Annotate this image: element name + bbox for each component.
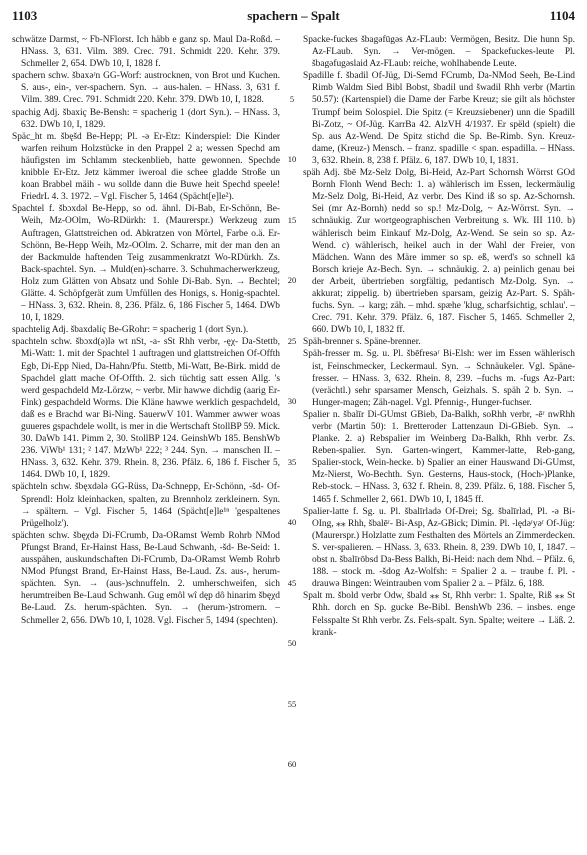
entry-paragraph: spachtelig Adj. šbaxdǝliç Be-GRohr: = spacherig 1 (dort Syn.). xyxy=(12,325,249,336)
right-column xyxy=(303,34,575,846)
line-number: 30 xyxy=(287,396,297,406)
line-number: 10 xyxy=(287,154,297,164)
entry-paragraph: spachteln schw. šbɔxd(ǝ)lǝ wt nSt, -a- sSt Rhh verbr, -ęχ- Da-Stettb, Mi-Watt: 1. mit der Spachtel 1 auftragen und glattstreichen Of-Offth Egb, Di-Epp Nied, Da-Hahn/Pfu. Stettb, Mi-Watt, Be-Birk. midd de Spachdel glatt mache Of-Offth. 2. sich tüchtig satt essen Allg. 's werd gespachdeld Mz-Lörzw, ~ verbr. Mir hawwe dichdig (aarig Er-Fink) gespachdeld Worms. Die Kläne hawwe werklich gespachdeld, daß es e Brachd war Bi-Ning. SauerwV 101. Wammer awwer woas guueres gspachdele wollt, is mer in die Wertschaft StollBP 59. Mick. 30. DaWb 141. Pimm 2, 30. StollBP 124. GeinshWb 185. BenshWb 236. ViWb¹ 131; ² 147. MzWb¹ 222; ³ 244. Syn. → manschen II. – HNass. 3, 632. Kehr. 379. Rhein. 8, 236. Pfälz. 6, 186 f. Fischer 5, 1464. DWb 10, I, 1829. xyxy=(12,337,280,481)
entry-paragraph: Spalier-latte f. Sg. u. Pl. šbalīrladǝ Of-Drei; Sg. šbalīrlad, Pl. -ǝ Bi-OIng, ⁎⁎ Rhh, šbalēʳ- Bi-Asp, Az-GBick; Dimin. Pl. -lędǝʳyǝʳ Of-Jüg: (Maurerspr.) Holzlatte zum Festhalten des Mörtels an Zimmerdecken. S. ver-spalieren. – HNass. 3, 633. Rhein. 8, 239. DWb 10, I, 1847. – obst n. šbalīrōbsd Da-Bess Balkh, Bi-Heid: nach dem Nhd. – Pfälz. 6, 188. – stock m. -šdog Az-Wolfsh: = Spalier 2 a. – traube f. Pl. -drauwǝ Bingen: Weintrauben vom Spalier 2 a. – Pfälz. 6, 188. xyxy=(303,506,575,590)
entry-paragraph: späh Adj. šbē Mz-Selz Dolg, Bi-Heid, Az-Part Schornsh Wörrst GOd Bornh Flonh Wend Bech: 1. a) wählerisch im Essen, leckermäulig Mz-Selz Dolg, Bi-Heid, Az verbr. Des Kind iß so sp. Az-Schornsh. Sei (mr Az-Bornh) nedd so sp.! Mz-Dolg, ~ Az-Wörrst. Syn. → schnäukig. Zur wortgeographischen Verbreitung s. Wk. III 110. b) wählerisch beim Einkauf Mz-Dolg, Az-Wend. Se sein so sp. Az-Wend. c) wählerisch, heikel auch in der Wahl der Freier, von Mädchen. Wann des Märe immer so sp. eß, werd's so schnell kā Borsch krieje Az-Bech. Syn. → schnäukig. 2. a) peinlich genau bei der Arbeit, übertrieben sorgfältig, pedantisch Mz-Dolg. Syn. → akkurat; zippelig. b) übertrieben sparsam, geizig Az-Part. S. Späh-fuchs. Syn. → karg; zäh. – mhd. spæhe 'klug, scharfsichtig, schlau'. – Crec. 791. Kehr. 379. Pfälz. 6, 187. Fischer 5, 1465. Schmeller 2, 660. DWb 10, I, 1832 ff. xyxy=(303,168,575,336)
entry-paragraph: spächteln schw. šbęxdǝlǝ GG-Rüss, Da-Schnepp, Er-Schönn, -šd- Of-Sprendl: Holz kleinhacken, spalten, zu Brennholz zerkleinern. Syn. → spältern. – Vgl. Fischer 5, 1464 (Spächt[e]le¹ⁿ 'gespaltenes Prügelholz'). xyxy=(12,482,280,529)
line-number: 35 xyxy=(287,457,297,467)
page-number-left: 1103 xyxy=(12,8,38,23)
line-number: 55 xyxy=(287,699,297,709)
page-header xyxy=(12,8,575,28)
entry-paragraph: schwätze Darmst, ~ Fb-NFlorst. Ich häbb e ganz sp. Maul Da-Roßd. – HNass. 3, 631. Vilm. 389. Crec. 791. Schmidt 220. Kehr. 379. Schmeller 2, 654. DWb 10, I, 1828 f. xyxy=(12,35,280,70)
entry-paragraph: Spalier n. šbalīr Di-GUmst GBieb, Da-Balkh, soRhh verbr, -ēʳ nwRhh verbr (Martin 50): 1. Bretteroder Lattenzaun Di-GBieb. Syn. → Planke. 2. a) Rebspalier im Weinberg Da-Balkh, Rhh verbr. Zs. Reben-spalier. Syn. Garten-wingert, Kammer-latte, Reb-gang, Spalier-stock, Wein-hecke. b) Spalier an einer Hauswand Di-GUmst, Mz-Nierst, Wo-Bechth. Syn. Gesterns, Haus-stock, (Hoch-)Planke, Reb-stock. – HNass. 3, 632 f. Rhein. 8, 239. Pfälz. 6, 188. Fischer 5, 1465 f. Schmeller 2, 661. DWb 10, I, 1845 ff. xyxy=(303,409,575,505)
entry-paragraph: Spalt m. šbold verbr Odw, šbald ⁎⁎ St, Rhh verbr: 1. Spalte, Riß ⁎⁎ St Rhh. dorch en Sp. gucke Be-Bibl. BenshWb 236. – insbes. enge Felsspalte St Rhh verbr. Zs. Fels-spalt. Syn. Spalte; weitere → Läß. 2. krank- xyxy=(303,591,575,638)
line-number: 60 xyxy=(287,759,297,769)
left-column xyxy=(12,34,280,846)
page-number-right: 1104 xyxy=(549,8,575,23)
line-number-gutter xyxy=(283,34,301,846)
entry-paragraph: Späc_ht m. šbęšd Be-Hepp; Pl. -ǝ Er-Etz: Kinderspiel: Die Kinder warfen reihum Holzstücke in den Prappel 2 a; wessen Spechd am häufigsten im Schlamm steckenblieb, hatte gewonnen. Spechde knibble Er-Etz. Jetz kämmer iweroal die schee gladde Stroße un koan Brabbel mäih - wu sollde dann die Buwe heit Spechd speele! FriedrL 4. 3. 1972. – Vgl. Fischer 5, 1464 (Spächt[e]le²). xyxy=(12,131,280,203)
line-number: 20 xyxy=(287,275,297,285)
line-number: 40 xyxy=(287,517,297,527)
line-number: 15 xyxy=(287,215,297,225)
entry-paragraph: spächten schw. šbęχdǝ Di-FCrumb, Da-ORamst Wemb Rohrb NMod Pfungst Brand, Er-Hainst Hass, Be-Laud Schwanh, -šd- Be-Seid: 1. ausspähen, auskundschaften Di-FCrumb, Da-ORamst Wemb Rohrb NMod Pfungst Brand, Er-Hainst Hass, Be-Laud. Zs. aus-, herum-spächten. Syn. → (aus-)schnuffeln. 2. umherschweifen, sich herumtreiben Be-Laud Schwanh. Gug emôl wî dęp dô hinarim šbęχd Be-Laud. Zs. herum-spächten. Syn. → (herum-)stromern. – Schmeller 2, 656. DWb 10, I, 1028. Vgl. Fischer 5, 1494 (spechten). xyxy=(12,530,280,626)
line-number: 50 xyxy=(287,638,297,648)
entry-paragraph: spachig Adj. šbaxiç Be-Bensh: = spacherig 1 (dort Syn.). – HNass. 3, 632. DWb 10, I, 1829. xyxy=(12,107,280,130)
running-title: spachern – Spalt xyxy=(247,8,340,23)
entry-paragraph: Späh-fresser m. Sg. u. Pl. šbēfresǝʳ Bi-Elsh: wer im Essen wählerisch ist, Feinschmecker, Leckermaul. Syn. → Schnäukeler. Vgl. Späne-fresser. – HNass. 3, 632. Rhein. 8, 239. –fuchs m. -fugs Az-Part: (verächtl.) sehr sparsamer Mensch, Geizhals. S. späh 2 b. Syn. → Hunger-magen; Zäh-nagel. Vgl. Pfennig-, Hunger-fuchser. xyxy=(303,349,575,408)
entry-paragraph: Spacke-fuckes šbagǝfūgǝs Az-FLaub: Vermögen, Besitz. Die hunn Sp. Az-FLaub. Syn. → Ver-mögen. – Spackefuckes-leute Pl. šbagǝfugǝslaid Az-FLaub: reiche, wohlhabende Leute. xyxy=(303,35,575,70)
entry-paragraph: spachern schw. šbaxǝʳn GG-Worf: austrocknen, von Brot und Kuchen. S. aus-, ein-, ver-spachern. Syn. → aus-halen. – HNass. 3, 631 f. Vilm. 389. Crec. 791. Schmidt 220. Kehr. 379. DWb 10, I, 1828. xyxy=(12,71,280,106)
entry-paragraph: Spachtel f. šbɔxdǝl Be-Hepp, so od. ähnl. Di-Bab, Er-Schönn, Be-Weih, Mz-OOlm, Wo-RDürkh: 1. (Maurerspr.) Werkzeug zum Auftragen, Glattstreichen od. Abkratzen von Mörtel, Farbe o.ä. Er-Schönn, Be-Hepp Weih, Mz-OOlm. 2. Scharre, mit der man den an der Backmulde haftenden Teig zusammenkratzt Wo-RDürkh. Zs. Back-spachtel. Syn. → Muld(en)-scharre. 3. Schuhmacherwerkzeug, Holz zum Glätten von Absatz und Sohle Di-Bab. Syn. → Bechtel; Glätte. 4. Schöpfgerät zum Umfüllen des Honigs, s. Honig-spachtel. – HNass. 3, 632. Rhein. 8, 236. Pfälz. 6, 186 Fischer 5, 1464. DWb 10, I, 1829. xyxy=(12,204,280,324)
line-number: 5 xyxy=(289,94,295,104)
entry-paragraph: Spadille f. šbadil Of-Jüg, Di-Semd FCrumb, Da-NMod Seeh, Be-Lind Rimb Waldm Sied Bibl Bobst, šbadil und šwadil Rhh verbr (Martin 50.57): (Kartenspiel) die Dame der Farbe Kreuz; sie gilt als höchster Trumpf beim Solospiel. Die Spitz (= Kreuzsiebener) unn die Spadill Bi-Zotz, ~ Of-Jüg. KarrBa 42. AlzVH 4/1937. Er spëld (spielt) die Sp. aus Az-Wend. De Spitz stichd die Sp. Be-Rimb. Syn. Kreuz-dame, (Kreuz-) Mensch. – franz. spadille < span. espadilla. – HNass. 3, 632. Rhein. 8, 238 f. Pfälz. 6, 187. DWb 10, I, 1831. xyxy=(303,71,575,166)
line-number: 25 xyxy=(287,336,297,346)
line-number: 45 xyxy=(287,578,297,588)
entry-paragraph: Späh-brenner s. Späne-brenner. xyxy=(303,337,421,348)
